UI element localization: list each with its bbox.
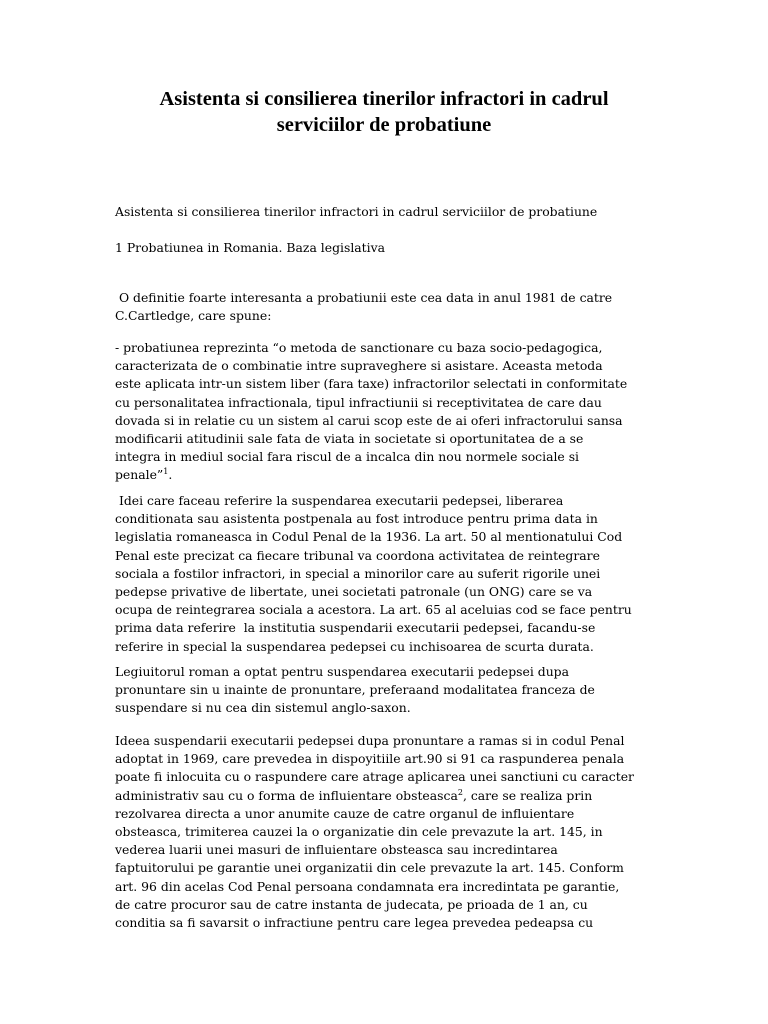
text-line: pedepse privative de libertate, unei societati patronale (un ONG) care se va [115, 584, 593, 600]
text-line: O definitie foarte interesanta a probatiunii este cea data in anul 1981 de catre [115, 290, 613, 305]
text-line: - probatiunea reprezinta “o metoda de sanctionare cu baza socio-pedagogica, [115, 340, 603, 355]
section-heading-text: 1 Probatiunea in Romania. Baza legislativa [115, 240, 386, 255]
text-line: suspendare si nu cea din sistemul anglo-saxon. [115, 700, 411, 716]
text-line [115, 787, 660, 805]
text-line: Penal este precizat ca fiecare tribunal va coordona activitatea de reintegrare [115, 547, 600, 563]
text-line [115, 466, 660, 484]
paragraph-2-quote [115, 339, 660, 485]
paragraph-4 [115, 663, 660, 718]
text-line: sociala a fostilor infractori, in special a minorilor care au suferit rigorile unei [115, 565, 601, 581]
text-line: vederea luarii unei masuri de influientare obsteasca sau incredintarea [115, 842, 558, 858]
title-line: serviciilor de probatiune [276, 114, 492, 136]
footnote-marker[interactable]: 1 [163, 467, 169, 477]
text-line: Idei care faceau referire la suspendarea executarii pedepsei, liberarea [115, 493, 564, 508]
document-title [100, 86, 668, 138]
text-fragment: . [168, 467, 173, 483]
text-line: adoptat in 1969, care prevedea in dispoyitiile art.90 si 91 ca raspunderea penala [115, 751, 625, 767]
text-line: integra in mediul social fara riscul de a incalca din nou normele sociale si [115, 449, 580, 465]
text-line: art. 96 din acelas Cod Penal persoana condamnata era incredintata pe garantie, [115, 878, 620, 894]
text-fragment: administrativ sau cu o forma de influientare obsteasca [115, 787, 458, 803]
text-line: caracterizata de o combinatie intre supraveghere si asistare. Aceasta metoda [115, 358, 603, 374]
text-fragment: , care se realiza prin [462, 787, 593, 803]
text-line: Ideea suspendarii executarii pedepsei dupa pronuntare a ramas si in codul Penal [115, 733, 625, 748]
text-line: dovada si in relatie cu un sistem al carui scop este de ai oferi infractorului sansa [115, 412, 623, 428]
paragraph-3 [115, 492, 660, 656]
text-line: pronuntare sin u inainte de pronuntare, preferaand modalitatea franceza de [115, 682, 595, 698]
text-line: faptuitorului pe garantie unei organizatii din cele prevazute la art. 145. Conform [115, 860, 624, 876]
text-line: este aplicata intr-un sistem liber (fara taxe) infractorilor selectati in conformitate [115, 376, 628, 392]
paragraph-1 [115, 289, 660, 325]
text-line: obsteasca, trimiterea cauzei la o organizatie din cele prevazute la art. 145, in [115, 824, 603, 840]
text-fragment: penale” [115, 467, 164, 483]
footnote-marker[interactable]: 2 [457, 787, 463, 797]
title-line: Asistenta si consilierea tinerilor infractori in cadrul [159, 88, 609, 110]
text-line: modificarii atitudinii sale fata de viata in societate si oportunitatea de a se [115, 431, 584, 447]
text-line: C.Cartledge, care spune: [115, 308, 272, 324]
subtitle-paragraph [115, 203, 660, 221]
paragraph-5 [115, 732, 660, 932]
text-line: ocupa de reintegrarea sociala a acestora. La art. 65 al aceluias cod se face pentru [115, 602, 632, 618]
text-line: poate fi inlocuita cu o raspundere care atrage aplicarea unei sanctiuni cu caracter [115, 769, 634, 785]
text-line: conditionata sau asistenta postpenala au fost introduce pentru prima data in [115, 511, 598, 527]
text-line: Legiuitorul roman a optat pentru suspendarea executarii pedepsei dupa [115, 664, 570, 679]
text-line: legislatia romaneasca in Codul Penal de la 1936. La art. 50 al mentionatului Cod [115, 529, 623, 545]
text-line: prima data referire la institutia suspendarii executarii pedepsei, facandu-se [115, 620, 596, 636]
text-line: referire in special la suspendarea pedepsei cu inchisoarea de scurta durata. [115, 638, 594, 654]
text-line: rezolvarea directa a unor anumite cauze de catre organul de influientare [115, 805, 575, 821]
section-heading [115, 239, 660, 257]
text-line: cu personalitatea infractionala, tipul infractiunii si receptivitatea de care dau [115, 394, 602, 410]
text-line: de catre procuror sau de catre instanta de judecata, pe prioada de 1 an, cu [115, 896, 588, 912]
text-line: conditia sa fi savarsit o infractiune pentru care legea prevedea pedeapsa cu [115, 915, 594, 931]
subtitle: Asistenta si consilierea tinerilor infractori in cadrul serviciilor de probatiune [115, 204, 598, 219]
